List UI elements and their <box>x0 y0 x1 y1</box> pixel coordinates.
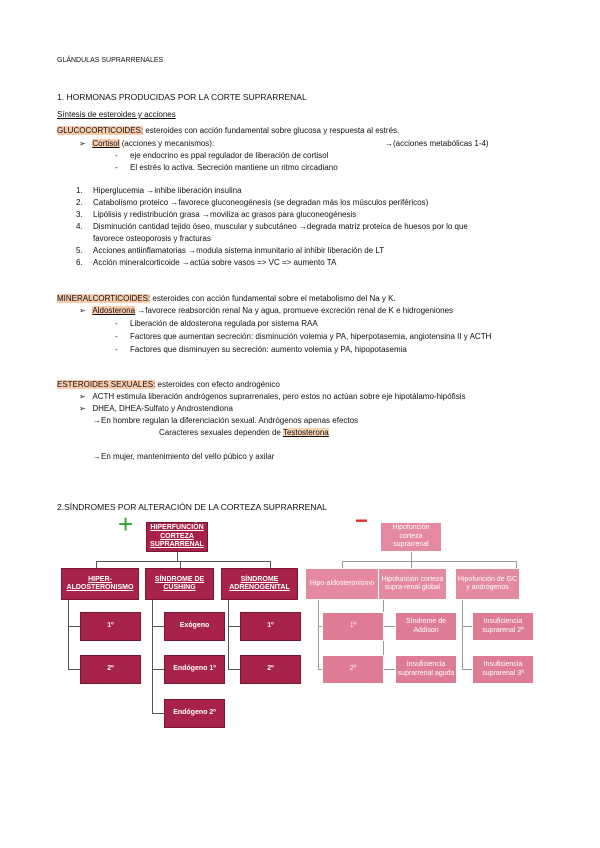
connector <box>180 561 181 568</box>
hyperaldo-1-label: 1º <box>107 622 114 630</box>
dash-bullet: - <box>115 319 118 328</box>
hipoaldosteronismo-label: Hipo-aldosteronismo <box>309 579 375 587</box>
document-title: GLÁNDULAS SUPRARRENALES <box>57 57 164 64</box>
connector <box>342 561 343 568</box>
list-item: favorece osteoporosis y fracturas <box>93 234 211 243</box>
dash-bullet: - <box>115 345 118 354</box>
connector <box>96 561 97 568</box>
aldosterona-line <box>79 306 453 316</box>
cushing-exogeno-box <box>164 612 225 641</box>
dash-bullet: - <box>115 163 118 172</box>
gluco-label: GLUCOCORTICOIDES: <box>57 126 144 135</box>
sexual-b2-text: DHEA, DHEA-Sulfato y Androstendiona <box>92 404 233 413</box>
hyper-root-label: HIPERFUNCIÓN CORTEZA SUPRARRENAL <box>150 524 204 549</box>
connector <box>68 669 80 670</box>
list-num: 3. <box>76 210 83 219</box>
adrenogenital-2-label: 2º <box>267 665 274 673</box>
cushing-exogeno-label: Exógeno <box>179 622 210 630</box>
section1-subheading: Síntesis de esteroides y acciones <box>57 110 176 119</box>
sexual-line <box>57 380 280 390</box>
hypo-root-label: Hipofunción corteza suprarrenal <box>392 524 430 549</box>
hipofuncion-gc-label: Hipofunción de GC y andrógenos <box>457 575 518 591</box>
sexual-desc: esteroides con efecto androgénico <box>155 380 280 389</box>
sexual-b1-text: ACTH estimula liberación andrógenos suprarrenales, pero estos no actúan sobre eje hipotálamo-hipófisis <box>92 392 466 401</box>
sexual-label: ESTEROIDES SEXUALES: <box>57 380 156 389</box>
connector <box>383 626 395 627</box>
sexual-l3: →En mujer, mantenimiento del vello púbico y axilar <box>93 452 275 461</box>
arrow-bullet-icon: ➢ <box>79 139 86 148</box>
mineral-desc: esteroides con acción fundamental sobre el metabolismo del Na y K. <box>150 294 396 303</box>
aldosterona-label: Aldosterona <box>92 306 136 315</box>
cushing-endogeno2-box <box>164 699 225 728</box>
list-item: Acciones antiinflamatorias →modula sistema inmunitario al inhibir liberación de LT <box>93 246 385 255</box>
hipoaldo-1-label: 1º <box>349 622 357 630</box>
connector <box>228 600 229 670</box>
testosterona-label: Testosterona <box>282 428 329 437</box>
sexual-b2 <box>79 404 233 414</box>
cushing-endogeno2-label: Endógeno 2º <box>173 709 216 717</box>
hipoaldo-1-box <box>322 612 384 641</box>
connector <box>383 669 395 670</box>
dash-bullet: - <box>115 151 118 160</box>
connector <box>96 561 271 562</box>
sexual-l2 <box>159 428 329 438</box>
section2-heading: 2.SÍNDROMES POR ALTERACIÓN DE LA CORTEZA SUPRARRENAL <box>57 502 327 512</box>
hyperaldo-1-box <box>80 612 141 641</box>
adrenogenital-1-box <box>240 612 301 641</box>
insuf-aguda-box <box>395 655 457 684</box>
list-num: 4. <box>76 222 83 231</box>
list-num: 2. <box>76 198 83 207</box>
hipoaldo-2-box <box>322 655 384 684</box>
hyperaldosteronismo-label: HIPER-ALDOSTERONISMO <box>66 575 134 591</box>
connector <box>68 626 80 627</box>
metabolic-note: →(acciones metabólicas 1-4) <box>385 139 489 148</box>
aldosterona-rest: →favorece reabsorción renal Na y agua, promueve excreción renal de K e hidrogeniones <box>135 306 454 315</box>
mineral-sub: Liberación de aldosterona regulada por sistema RAA <box>130 319 318 328</box>
hipoaldo-2-label: 2º <box>349 665 357 673</box>
mineral-line <box>57 294 396 304</box>
cushing-endogeno1-label: Endógeno 1º <box>173 665 216 673</box>
hipofuncion-gc-box <box>455 568 520 600</box>
mineral-label: MINERALCORTICOIDES: <box>57 294 151 303</box>
connector <box>318 600 319 670</box>
adrenogenital-label: SÍNDROME ADRENOGENITAL <box>229 575 290 591</box>
arrow-bullet-icon: ➢ <box>79 404 86 413</box>
connector <box>177 552 178 561</box>
connector <box>228 669 240 670</box>
cortisol-line <box>79 139 214 149</box>
hyperaldosteronismo-box <box>61 568 139 600</box>
list-item: Catabolismo proteico →favorece gluconeogénesis (se degradan más los músculos periféricos) <box>93 198 429 207</box>
insuf-3-label: Insuficiencia suprarenal 3ª <box>482 661 524 677</box>
list-item: Lipólisis y redistribución grasa →moviliza ac grasos para gluconeogénesis <box>93 210 357 219</box>
list-num: 6. <box>76 258 83 267</box>
hyper-root-box <box>146 522 208 552</box>
cushing-endogeno1-box <box>164 655 225 684</box>
insuf-aguda-label: Insuficiencia suprarrenal aguda <box>397 661 455 677</box>
connector <box>516 561 517 568</box>
hypo-root-box <box>380 522 442 552</box>
cushing-box <box>145 568 214 600</box>
cushing-label: SÍNDROME DE CUSHING <box>154 575 205 591</box>
adrenogenital-1-label: 1º <box>267 622 274 630</box>
hyperaldo-2-label: 2º <box>107 665 114 673</box>
connector <box>270 561 271 568</box>
hipofuncion-global-box <box>378 568 447 600</box>
gluco-line <box>57 126 399 136</box>
connector <box>152 669 164 670</box>
adrenogenital-2-box <box>240 655 301 684</box>
list-item: Acción mineralcorticoide →actúa sobre vasos => VC => aumento TA <box>93 258 337 267</box>
arrow-bullet-icon: ➢ <box>79 306 86 315</box>
connector <box>342 561 517 562</box>
gluco-desc: esteroides con acción fundamental sobre glucosa y respuesta al estrés. <box>143 126 400 135</box>
list-num: 5. <box>76 246 83 255</box>
list-item: Hiperglucemia →inhibe liberación insulina <box>93 186 242 195</box>
hyperaldo-2-box <box>80 655 141 684</box>
connector <box>152 713 164 714</box>
minus-icon: − <box>355 508 368 533</box>
sexual-l2-text: Caracteres sexuales dependen de <box>159 428 283 437</box>
adrenogenital-box <box>221 568 298 600</box>
hipoaldosteronismo-box <box>305 568 379 600</box>
connector <box>152 626 164 627</box>
sexual-b1 <box>79 392 465 402</box>
mineral-sub: Factores que disminuyen su secreción: aumento volemia y PA, hipopotasemia <box>130 345 407 354</box>
hipofuncion-global-label: Hipofunción corteza supra-renal global <box>381 575 444 591</box>
cortisol-sub2: El estrés lo activa. Secreción mantiene un ritmo circadiano <box>130 163 338 172</box>
list-item: Disminución cantidad tejido óseo, muscular y subcutáneo →degrada matriz proteica de huesos por lo que <box>93 222 468 231</box>
addison-box <box>395 612 457 641</box>
connector <box>411 552 412 561</box>
insuf-2-label: Insuficiencia suprarenal 2ª <box>482 618 524 634</box>
cortisol-rest: (acciones y mecanismos): <box>119 139 215 148</box>
addison-label: Síndrome de Addison <box>405 618 447 634</box>
connector <box>68 600 69 670</box>
insuf-3-box <box>472 655 534 684</box>
insuf-2-box <box>472 612 534 641</box>
cortisol-sub1: eje endocrino es ppal regulador de liberación de cortisol <box>130 151 329 160</box>
plus-icon: + <box>118 509 134 539</box>
arrow-bullet-icon: ➢ <box>79 392 86 401</box>
section1-heading: 1. HORMONAS PRODUCIDAS POR LA CORTE SUPRARRENAL <box>57 92 307 102</box>
cortisol-label: Cortisol <box>92 139 120 148</box>
list-num: 1. <box>76 186 83 195</box>
mineral-sub: Factores que aumentan secreción: disminución volemia y PA, hiperpotasemia, angiotensina II y ACTH <box>130 332 492 341</box>
sexual-l1: →En hombre regulan la diferenciación sexual. Andrógenos apenas efectos <box>93 416 359 425</box>
connector <box>152 600 153 714</box>
connector <box>462 600 463 670</box>
connector <box>411 561 412 568</box>
dash-bullet: - <box>115 332 118 341</box>
connector <box>228 626 240 627</box>
